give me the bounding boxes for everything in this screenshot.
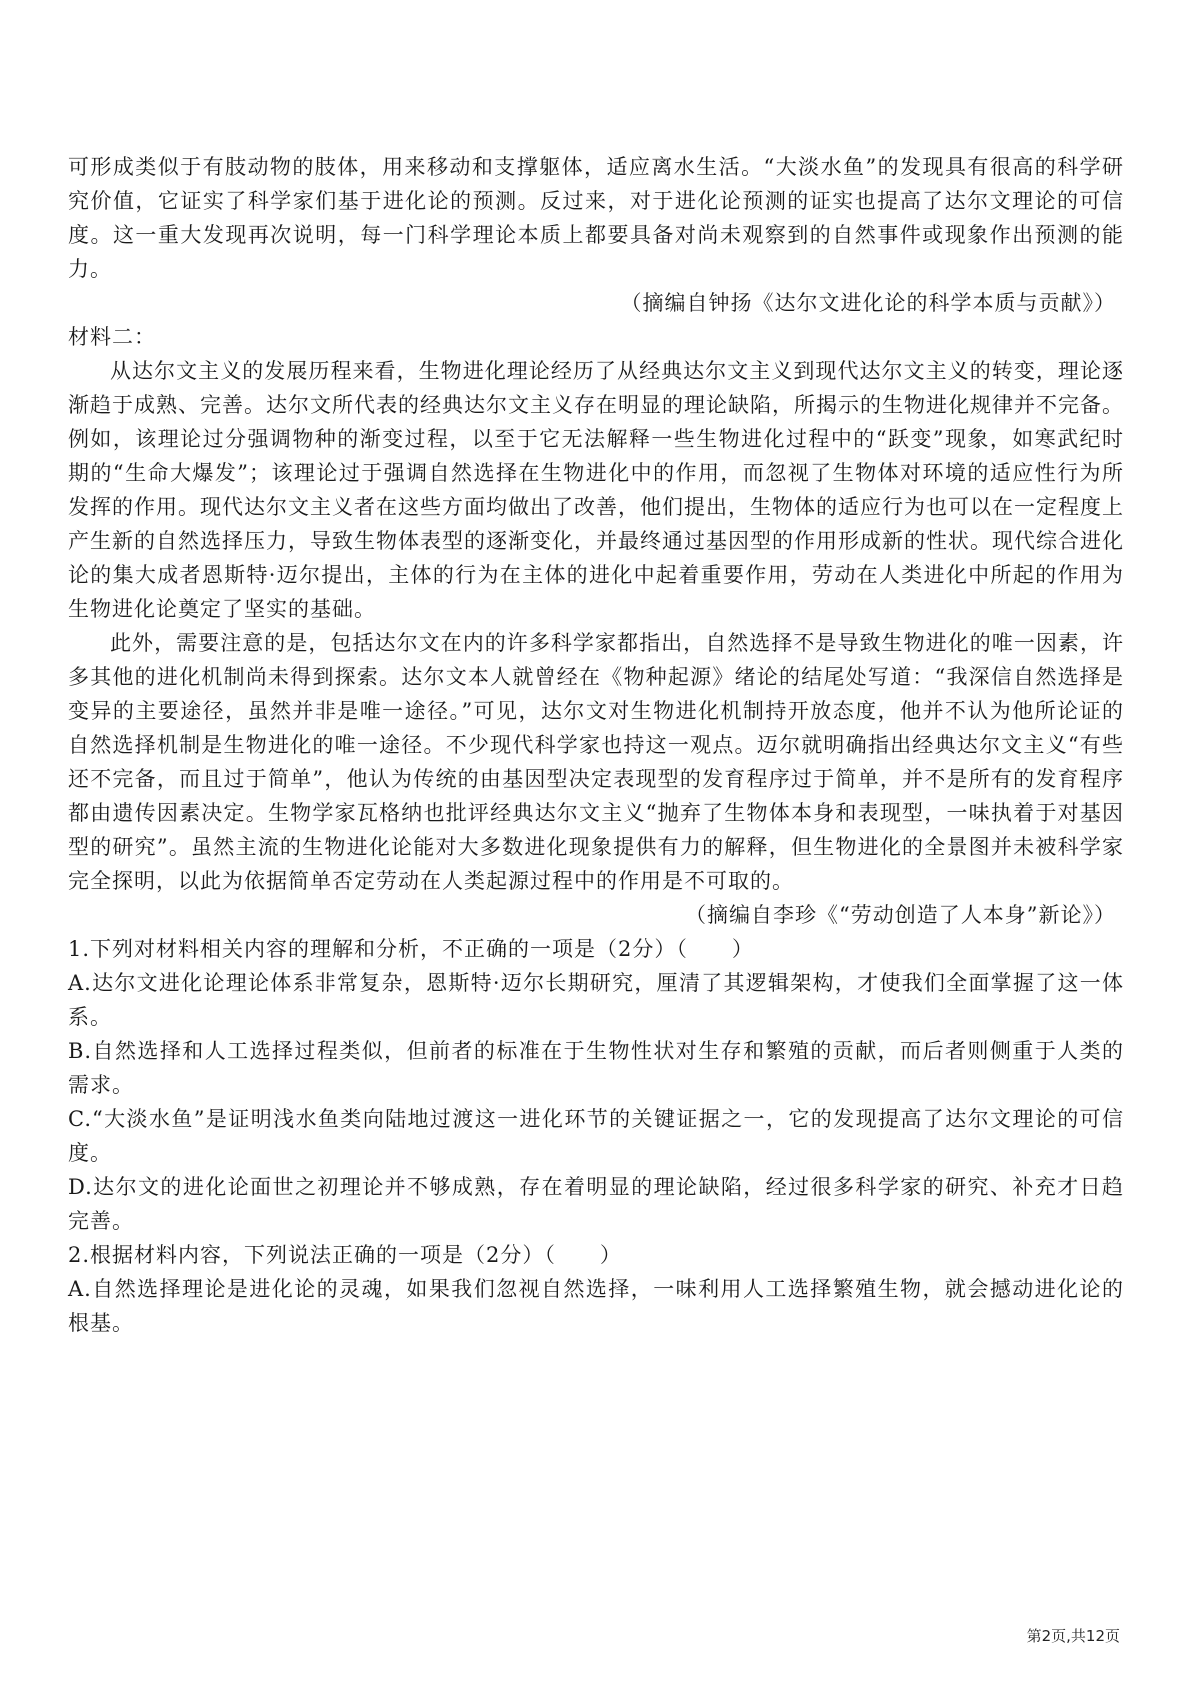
question-1-stem: 1.下列对材料相关内容的理解和分析，不正确的一项是（2分）（ ） bbox=[68, 937, 754, 961]
question-1-option-c: C.“大淡水鱼”是证明浅水鱼类向陆地过渡这一进化环节的关键证据之一，它的发现提高了达尔文理论的可信度。 bbox=[68, 1107, 1124, 1165]
material1-tail-paragraph: 可形成类似于有肢动物的肢体，用来移动和支撑躯体，适应离水生活。“大淡水鱼”的发现具有很高的科学研究价值，它证实了科学家们基于进化论的预测。反过来，对于进化论预测的证实也提高了达尔文理论的可信度。这一重大发现再次说明，每一门科学理论本质上都要具备对尚未观察到的自然事件或现象作出预测的能力。 bbox=[68, 155, 1124, 281]
citation-2: （摘编自李珍《“劳动创造了人本身”新论》） bbox=[685, 903, 1116, 927]
question-2-option-a: A.自然选择理论是进化论的灵魂，如果我们忽视自然选择，一味利用人工选择繁殖生物，就会撼动进化论的根基。 bbox=[68, 1277, 1124, 1335]
question-1-option-a: A.达尔文进化论理论体系非常复杂，恩斯特·迈尔长期研究，厘清了其逻辑架构，才使我们全面掌握了这一体系。 bbox=[68, 971, 1124, 1029]
question-2-stem: 2.根据材料内容，下列说法正确的一项是（2分）（ ） bbox=[68, 1243, 622, 1267]
material2-heading: 材料二： bbox=[68, 325, 156, 349]
material2-paragraph-2: 此外，需要注意的是，包括达尔文在内的许多科学家都指出，自然选择不是导致生物进化的唯一因素，许多其他的进化机制尚未得到探索。达尔文本人就曾经在《物种起源》绪论的结尾处写道：“我深信自然选择是变异的主要途径，虽然并非是唯一途径。”可见，达尔文对生物进化机制持开放态度，他并不认为他所论证的自然选择机制是生物进化的唯一途径。不少现代科学家也持这一观点。迈尔就明确指出经典达尔文主义“有些还不完备，而且过于简单”，他认为传统的由基因型决定表现型的发育程序过于简单，并不是所有的发育程序都由遗传因素决定。生物学家瓦格纳也批评经典达尔文主义“抛弃了生物体本身和表现型，一味执着于对基因型的研究”。虽然主流的生物进化论能对大多数进化现象提供有力的解释，但生物进化的全景图并未被科学家完全探明，以此为依据简单否定劳动在人类起源过程中的作用是不可取的。 bbox=[68, 631, 1124, 893]
material2-paragraph-1: 从达尔文主义的发展历程来看，生物进化理论经历了从经典达尔文主义到现代达尔文主义的转变，理论逐渐趋于成熟、完善。达尔文所代表的经典达尔文主义存在明显的理论缺陷，所揭示的生物进化规律并不完备。例如，该理论过分强调物种的渐变过程，以至于它无法解释一些生物进化过程中的“跃变”现象，如寒武纪时期的“生命大爆发”；该理论过于强调自然选择在生物进化中的作用，而忽视了生物体对环境的适应性行为所发挥的作用。现代达尔文主义者在这些方面均做出了改善，他们提出，生物体的适应行为也可以在一定程度上产生新的自然选择压力，导致生物体表型的逐渐变化，并最终通过基因型的作用形成新的性状。现代综合进化论的集大成者恩斯特·迈尔提出，主体的行为在主体的进化中起着重要作用，劳动在人类进化中所起的作用为生物进化论奠定了坚实的基础。 bbox=[68, 359, 1124, 621]
page-number: 第2页,共12页 bbox=[1026, 1627, 1120, 1645]
question-1-option-b: B.自然选择和人工选择过程类似，但前者的标准在于生物性状对生存和繁殖的贡献，而后者则侧重于人类的需求。 bbox=[68, 1039, 1124, 1097]
citation-1: （摘编自钟扬《达尔文进化论的科学本质与贡献》） bbox=[620, 291, 1116, 315]
exam-page bbox=[68, 150, 1124, 1340]
question-1-option-d: D.达尔文的进化论面世之初理论并不够成熟，存在着明显的理论缺陷，经过很多科学家的研究、补充才日趋完善。 bbox=[68, 1175, 1124, 1233]
